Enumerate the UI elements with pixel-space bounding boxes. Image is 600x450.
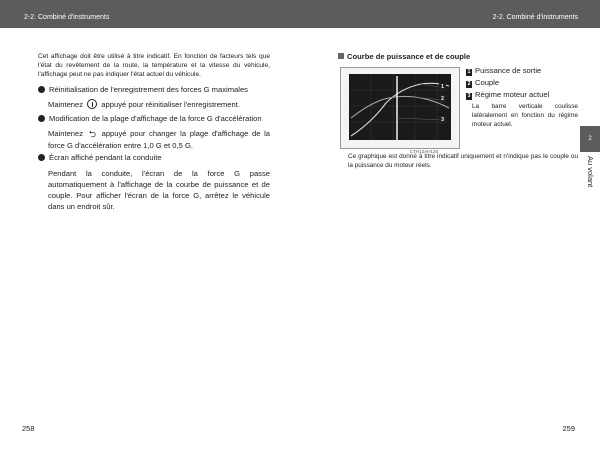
bullet-reset-g-force [38, 85, 278, 95]
bullet-change-range [38, 114, 278, 124]
power-torque-graph-image [340, 67, 460, 149]
graph-callout-2: 2 [439, 95, 446, 103]
bullet-change-range-text: Maintenez ⮌ appuyé pour changer la plage d'affichage de la force G d'accélération entre 1,0 G et 0,5 G. [48, 129, 270, 150]
bullet-driving-screen-text: Pendant la conduite, l'écran de la force G passe automatiquement à l'affichage de la courbe de puissance et de couple. Pour afficher l'écran de la force G, arrêtez le véhicule dans un endroit sûr. [48, 169, 270, 211]
legend-note: La barre verticale coulisse latéralement en fonction du régime moteur actuel. [472, 103, 578, 128]
bullet-dot-icon [38, 154, 45, 161]
chapter-tab: 2 [580, 126, 600, 152]
graph-image-code: CTH12AH128 [410, 149, 439, 154]
graph-callout-3: 3 [439, 116, 446, 124]
header-left-title: 2-2. Combiné d'instruments [24, 14, 110, 21]
back-arrow-icon: ⮌ [88, 129, 96, 139]
section-title: Courbe de puissance et de couple [338, 52, 470, 61]
round-button-icon [87, 99, 97, 109]
graph-callout-1: 1 [439, 83, 446, 91]
legend-item-power: 1 Puissance de sortie [467, 66, 542, 75]
chapter-label: Au volant [586, 156, 595, 188]
page-number-right: 259 [562, 424, 575, 433]
header-right-title: 2-2. Combiné d'instruments [492, 14, 578, 21]
intro-paragraph: Cet affichage doit être utilisé à titre indicatif. En fonction de facteurs tels que l'état du revêtement de la route, la température et la vitesse du véhicule, l'affichage peut ne pas indiquer l'état actuel du véhicule. [38, 53, 270, 78]
graph-svg [341, 68, 459, 148]
bullet-title: Réinitialisation de l'enregistrement des forces G maximales [49, 85, 248, 94]
bullet-driving-screen [38, 153, 278, 163]
bullet-title: Modification de la plage d'affichage de la force G d'accélération [49, 114, 262, 123]
legend-item-rpm: 3 Régime moteur actuel [467, 90, 550, 99]
page-header [0, 0, 600, 28]
page-number-left: 258 [22, 424, 35, 433]
legend-item-torque: 2 Couple [467, 78, 500, 87]
graph-note: Ce graphique est donné à titre indicatif uniquement et n'indique pas le couple ou la puissance du moteur réels. [348, 153, 578, 169]
section-square-icon [338, 53, 344, 59]
bullet-reset-text: Maintenez appuyé pour réinitialiser l'enregistrement. [48, 100, 240, 109]
bullet-dot-icon [38, 86, 45, 93]
bullet-dot-icon [38, 115, 45, 122]
bullet-title: Écran affiché pendant la conduite [49, 153, 162, 162]
